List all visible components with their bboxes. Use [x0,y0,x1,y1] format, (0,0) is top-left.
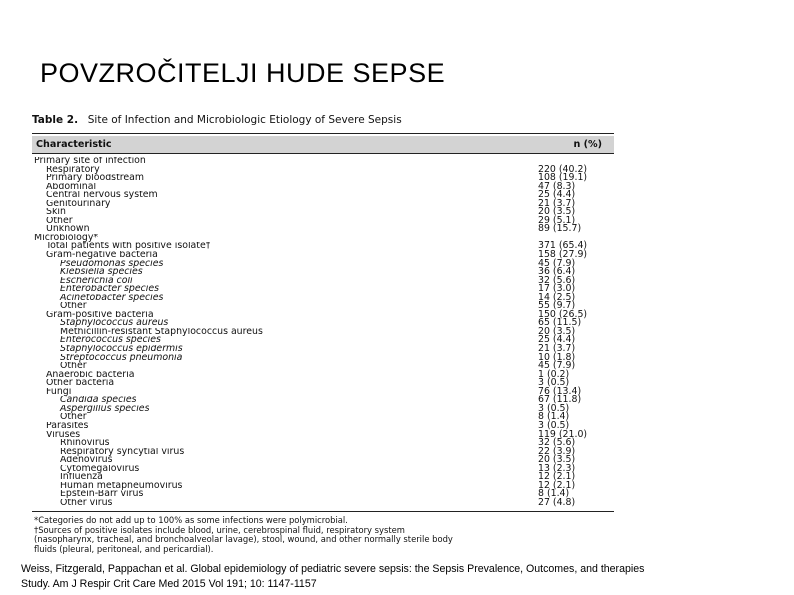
table-row [32,319,614,328]
row-label: Other [46,216,73,226]
row-label: Other virus [60,498,113,508]
table-row [32,428,614,440]
table-row [32,157,614,166]
table-row [32,180,614,192]
table-bottom-rule [32,511,614,512]
table-row [32,462,614,474]
row-label: Respiratory [46,165,100,175]
table-row [32,285,614,294]
table-row [32,496,614,508]
row-label: Respiratory syncytial virus [60,447,185,457]
row-value: 21 (3.7) [538,343,576,355]
row-label: Other [60,362,87,371]
table-row [32,439,614,448]
row-value: 55 (9.7) [538,300,576,312]
row-value: 45 (7.9) [538,257,576,269]
row-label: Pseudomonas species [60,259,164,269]
row-label: Unknown [46,225,90,234]
row-value: 20 (3.5) [538,454,576,466]
row-value: 89 (15.7) [538,223,582,235]
row-value: 8 (1.4) [538,488,570,500]
row-value: 29 (5.1) [538,214,576,226]
row-label: Microbiology* [34,233,99,243]
row-label: Other bacteria [46,379,115,388]
row-value: 3 (0.5) [538,402,570,414]
row-label: Enterococcus species [60,336,161,346]
table-row [32,473,614,482]
citation-line: Weiss, Fitzgerald, Pappachan et al. Global epidemiology of pediatric severe sepsis: the Sepsis Prevalence, Outcomes, and therapies [21,563,645,575]
table-row [32,191,614,200]
row-value: 27 (4.8) [538,496,576,508]
table-row [32,362,614,371]
table-row [32,214,614,226]
table-row [32,368,614,380]
row-value: 45 (7.9) [538,360,576,372]
table-row [32,456,614,465]
row-value: 25 (4.4) [538,189,576,201]
row-value: 119 (21.0) [538,428,588,440]
table-row [32,490,614,499]
table-header-rule [32,153,614,154]
row-value: 36 (6.4) [538,266,576,278]
row-value: 14 (2.5) [538,291,576,303]
row-value: 371 (65.4) [538,240,588,252]
row-label: Candida species [60,396,137,405]
table-row [32,325,614,337]
row-value: 13 (2.3) [538,462,576,474]
table-caption-text: Site of Infection and Microbiologic Etiology of Severe Sepsis [87,114,402,126]
table-row [32,234,614,243]
row-value: 3 (0.5) [538,377,570,389]
row-label: Influenza [60,473,103,482]
row-label: Methicillin-resistant Staphylococcus aureus [60,327,263,337]
row-label: Other [60,413,87,422]
row-label: Epstein-Barr virus [60,490,144,499]
table-row [32,479,614,491]
table-header [32,136,614,153]
row-value: 3 (0.5) [538,419,570,431]
row-label: Enterobacter species [60,285,160,294]
table-row [32,345,614,354]
row-value: 22 (3.9) [538,445,576,457]
table-row [32,174,614,183]
row-value: 25 (4.4) [538,334,576,346]
citation [21,562,781,592]
table-row [32,379,614,388]
row-label: Gram-negative bacteria [46,251,158,260]
table-row [32,197,614,209]
table-row [32,336,614,345]
row-label: Total patients with positive isolate† [46,242,211,252]
table-row [32,445,614,457]
table-body [32,157,614,507]
row-label: Streptococcus pneumonia [60,353,183,363]
row-label: Rhinovirus [60,439,110,448]
row-label: Other [60,302,87,311]
row-value: 17 (3.0) [538,283,576,295]
table-row [32,419,614,431]
row-label: Human metapneumovirus [60,481,183,491]
table-row [32,225,614,234]
row-value: 12 (2.1) [538,471,576,483]
slide-title: POVZROČITELJI HUDE SEPSE [40,58,446,88]
table-image [32,114,614,554]
header-n-pct: n (%) [573,139,602,150]
table-row [32,163,614,175]
footnote-line: (nasopharynx, tracheal, and bronchoalveolar lavage), stool, wound, and other normally sterile body [34,535,453,545]
row-value: 76 (13.4) [538,385,582,397]
row-label: Escherichia coli [60,276,133,286]
row-label: Anaerobic bacteria [46,370,135,380]
table-footnotes [32,516,614,554]
row-value: 220 (40.2) [538,163,588,175]
row-value: 21 (3.7) [538,197,576,209]
table-row [32,385,614,397]
footnote-line: †Sources of positive isolates include blood, urine, cerebrospinal fluid, respiratory system [34,525,405,535]
row-value: 12 (2.1) [538,479,576,491]
row-value: 8 (1.4) [538,411,570,423]
row-label: Gram-positive bacteria [46,310,154,320]
footnote-line: *Categories do not add up to 100% as some infections were polymicrobial. [34,516,348,526]
row-value: 108 (19.1) [538,172,588,184]
row-label: Abdominal [46,182,97,192]
table-row [32,302,614,311]
header-characteristic: Characteristic [36,139,112,150]
row-value: 10 (1.8) [538,351,576,363]
row-label: Adenovirus [60,456,113,465]
table-row [32,308,614,320]
row-label: Cytomegalovirus [60,464,140,474]
table-caption-label: Table 2. [32,114,79,126]
row-value: 150 (26.5) [538,308,588,320]
table-row [32,242,614,251]
row-label: Aspergillus species [60,404,150,414]
row-value: 20 (3.5) [538,325,576,337]
row-value: 20 (3.5) [538,206,576,218]
table-row [32,413,614,422]
row-label: Skin [46,208,66,217]
table-row [32,291,614,303]
row-label: Genitourinary [46,199,111,209]
table-row [32,257,614,269]
row-value: 47 (8.3) [538,180,576,192]
table-row [32,396,614,405]
footnote-line: fluids (pleural, peritoneal, and pericardial). [34,544,214,554]
table-row [32,208,614,217]
table-row [32,268,614,277]
row-label: Primary site of infection [34,157,146,166]
row-label: Acinetobacter species [60,293,164,303]
row-label: Parasites [46,421,89,431]
row-label: Staphylococcus aureus [60,319,169,328]
table-row [32,402,614,414]
row-value: 1 (0.2) [538,368,570,380]
row-value: 32 (5.6) [538,437,576,449]
row-value: 158 (27.9) [538,249,588,261]
citation-line: Study. Am J Respir Crit Care Med 2015 Vol 191; 10: 1147-1157 [21,578,317,590]
table-top-rule [32,133,614,134]
table-caption [32,114,614,126]
table-row [32,274,614,286]
row-label: Viruses [46,430,81,440]
row-label: Klebsiella species [60,268,143,277]
table-row [32,251,614,260]
table-row [32,351,614,363]
row-label: Central nervous system [46,191,158,200]
row-label: Staphylococcus epidermis [60,345,183,354]
row-label: Primary bloodstream [46,174,145,183]
row-value: 67 (11.8) [538,394,582,406]
row-value: 65 (11.5) [538,317,582,329]
row-value: 32 (5.6) [538,274,576,286]
row-label: Fungi [46,387,72,397]
